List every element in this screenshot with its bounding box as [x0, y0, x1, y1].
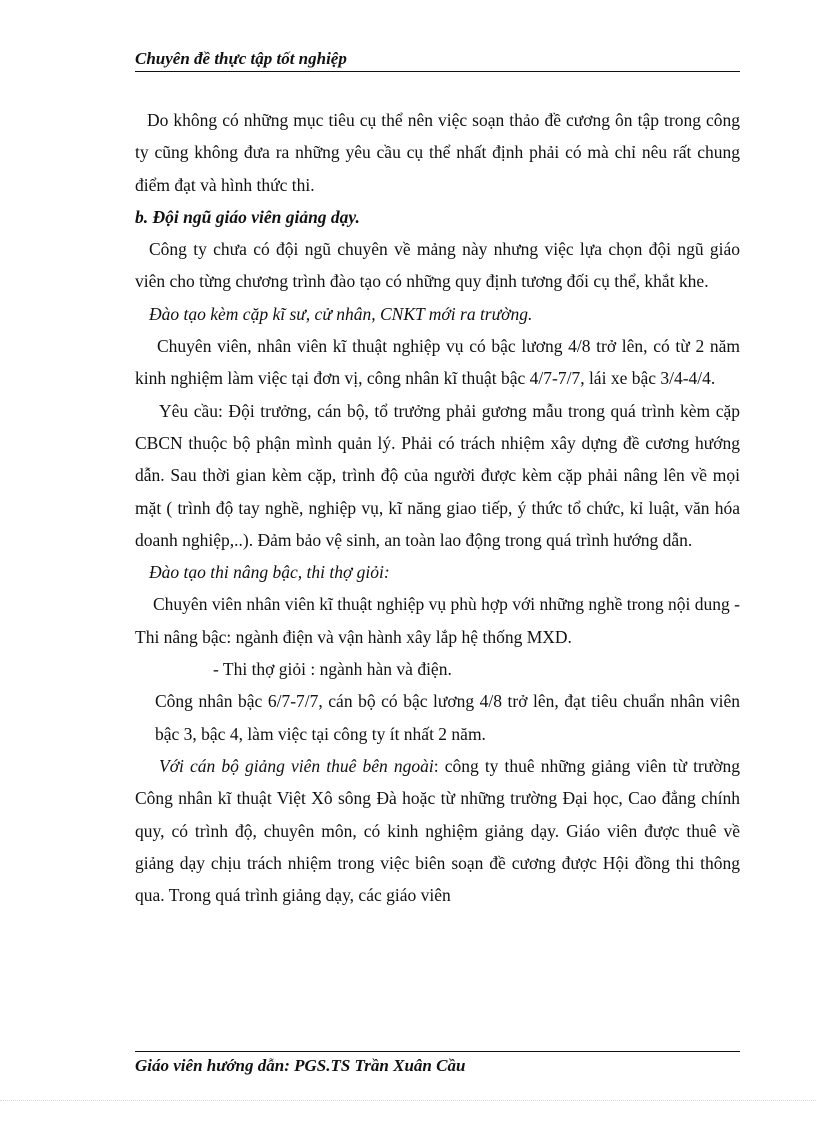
page-footer: Giáo viên hướng dẫn: PGS.TS Trần Xuân Cầu	[135, 1056, 466, 1075]
subheading-grade-promotion-exams: Đào tạo thi nâng bậc, thi thợ giỏi:	[149, 562, 390, 583]
paragraph-external-lecturers	[135, 750, 740, 911]
paragraph-exam-outline: Do không có những mục tiêu cụ thể nên việc soạn thảo đề cương ôn tập trong công ty cũng không đưa ra những yêu cầu cụ thể nhất định phải có mà chỉ nêu rất chung điểm đạt và hình thức thi.	[135, 110, 740, 195]
external-lecturers-text: : công ty thuê những giảng viên từ trường Công nhân kĩ thuật Việt Xô sông Đà hoặc từ những trường Đại học, Cao đẳng chính quy, có trình độ, chuyên môn, có kinh nghiệm giảng dạy. Giáo viên được thuê về giảng dạy chịu trách nhiệm trong việc biên soạn đề cương được Hội đồng thi thông qua. Trong quá trình giảng dạy, các giáo viên	[135, 755, 741, 906]
section-heading-teaching-staff: b. Đội ngũ giáo viên giảng dạy.	[135, 206, 360, 227]
footer-divider	[135, 1051, 740, 1052]
document-body	[135, 104, 740, 911]
subheading-mentoring-graduates: Đào tạo kèm cặp kĩ sư, cử nhân, CNKT mới ra trường.	[149, 303, 533, 324]
paragraph-mentor-qualifications: Chuyên viên, nhân viên kĩ thuật nghiệp vụ có bậc lương 4/8 trở lên, có từ 2 năm kinh nghiệm làm việc tại đơn vị, công nhân kĩ thuật bậc 4/7-7/7, lái xe bậc 3/4-4/4.	[135, 336, 740, 389]
header-divider	[135, 71, 740, 72]
paragraph-skilled-worker-exam: - Thi thợ giỏi : ngành hàn và điện.	[213, 659, 452, 680]
external-lecturers-lead: Với cán bộ giảng viên thuê bên ngoài	[159, 755, 434, 776]
paragraph-worker-eligibility: Công nhân bậc 6/7-7/7, cán bộ có bậc lương 4/8 trở lên, đạt tiêu chuẩn nhân viên bậc 3, bậc 4, làm việc tại công ty ít nhất 2 năm.	[155, 691, 740, 744]
page-header: Chuyên đề thực tập tốt nghiệp	[135, 49, 347, 68]
page-bottom-border	[0, 1100, 816, 1101]
paragraph-mentor-requirements: Yêu cầu: Đội trưởng, cán bộ, tổ trưởng phải gương mẫu trong quá trình kèm cặp CBCN thuộc bộ phận mình quản lý. Phải có trách nhiệm xây dựng đề cương hướng dẫn. Sau thời gian kèm cặp, trình độ của người được kèm cặp phải nâng lên về mọi mặt ( trình độ tay nghề, nghiệp vụ, kĩ năng giao tiếp, ý thức tổ chức, kỉ luật, văn hóa doanh nghiệp,..). Đảm bảo vệ sinh, an toàn lao động trong quá trình hướng dẫn.	[135, 400, 740, 550]
paragraph-teacher-selection: Công ty chưa có đội ngũ chuyên về mảng này nhưng việc lựa chọn đội ngũ giáo viên cho từng chương trình đào tạo có những quy định tương đối cụ thể, khắt khe.	[135, 239, 740, 292]
paragraph-exam-examiners: Chuyên viên nhân viên kĩ thuật nghiệp vụ phù hợp với những nghề trong nội dung - Thi nâng bậc: ngành điện và vận hành xây lắp hệ thống MXD.	[135, 594, 740, 647]
